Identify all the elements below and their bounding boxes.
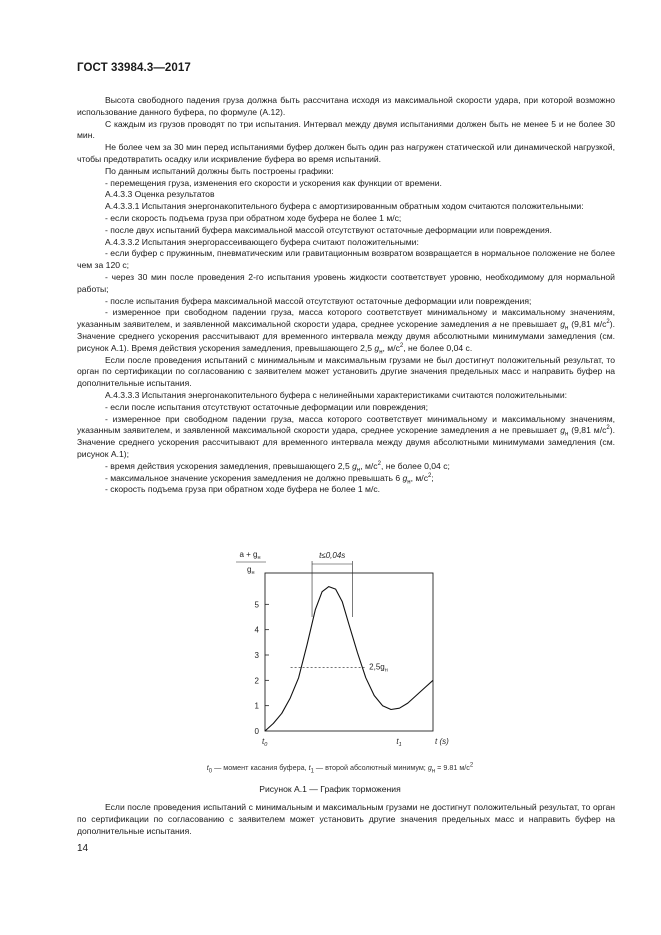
section-heading: А.4.3.3 Оценка результатов [105, 189, 215, 200]
y-tick-label: 2 [254, 676, 259, 686]
figure-note: $t_0$ — момент касания буфера, $t_1$ — второй абсолютный минимум; $g_н = 9.81$ $м/с^2$ [206, 762, 474, 775]
threshold-label: $2,5g_н$ [369, 662, 388, 674]
paragraph: Не более чем за 30 мин перед испытаниями буфер должен быть один раз нагружен статической или динамической нагрузкой, чтобы предотвратить осадку или искривление буфера во время испытаний. [77, 142, 615, 164]
paragraph: По данным испытаний должны быть построены графики: [105, 165, 334, 176]
paragraph: Если после проведения испытаний с минимальным и максимальным грузами не достигнут положительный результат, то орган по сертификации по согласованию с заявителем может установить другие значения предельных масс и направить буфер на дополнительные испытания. [77, 802, 615, 836]
paragraph-max: - максимальное значение ускорения замедления не должно превышать 6 $g_н$, $м/с^2$; [105, 472, 434, 486]
final-section [77, 802, 615, 837]
paragraph: - через 30 мин после проведения 2-го испытания уровень жидкости соответствует уровню, необходимому для нормальной работы; [77, 271, 615, 294]
deceleration-chart [170, 543, 470, 793]
y-tick-label: 3 [254, 651, 259, 660]
paragraph: - после двух испытаний буфера максимальной массой отсутствуют остаточные деформации или повреждения. [105, 224, 552, 235]
paragraph: С каждым из грузов проводят по три испытания. Интервал между двумя испытаниями должен быть не менее 5 и не более 30 мин. [77, 118, 615, 141]
y-axis-label-numerator: $a + g_н$ [239, 550, 261, 561]
paragraph: - если буфер с пружинным, пневматическим или гравитационным возвратом возвращается в нормальное положение не более чем за 120 с; [77, 248, 615, 271]
y-tick-label: 1 [254, 701, 259, 711]
paragraph: - если после испытания отсутствуют остаточные деформации или повреждения; [105, 401, 429, 412]
y-tick-label: 0 [254, 727, 259, 736]
y-tick-label: 5 [254, 600, 259, 610]
paragraph: А.4.3.3.3 Испытания энергонакопительного буфера с нелинейными характеристиками считаются положительными: [105, 389, 568, 400]
figure-caption: Рисунок А.1 — График торможения [259, 784, 401, 794]
paragraph: - перемещения груза, изменения его скорости и ускорения как функции от времени. [105, 177, 442, 188]
paragraph: А.4.3.3.2 Испытания энергорассеивающего буфера считают положительными: [105, 236, 419, 247]
paragraph: Если после проведения испытаний с минимальным и максимальным грузами не был достигнут положительный результат, то орган по сертификации по согласованию с заявителем может установить другие значения предельных масс и направить буфер на дополнительные испытания. [77, 354, 615, 389]
paragraph-measured-1: - измеренное при свободном падении груза, масса которого соответствует минимальному и максимальному значениям, указанным заявителем, и заявленной максимальной скорости удара, среднее ускорение замедления a не превышает $g_н$ (9,81 $м/с^2$). Значение среднего ускорения рассчитывают для временного интервала между двумя абсолютными минимумами замедления (см. рисунок А.1). Время действия ускорения замедления, превышающего 2,5 $g_н$, $м/с^2$, не более 0,04 с. [77, 307, 615, 356]
x-tick-label: $t_1$ [396, 737, 402, 748]
chart-svg [170, 543, 470, 763]
x-axis-label: t (s) [435, 737, 449, 746]
paragraph: Высота свободного падения груза должна быть рассчитана исходя из максимальной скорости удара, при которой возможно использование данного буфера, по формуле (А.12). [77, 95, 615, 117]
paragraph: - скорость подъема груза при обратном ходе буфера не более 1 м/с. [105, 484, 381, 495]
plot-frame [265, 573, 433, 731]
x-tick-label: $t_0$ [262, 737, 268, 748]
series-line [265, 587, 433, 731]
y-tick-label: 4 [254, 625, 259, 635]
paragraph: - после испытания буфера максимальной массой отсутствуют остаточные деформации или повреждения; [105, 295, 532, 306]
document-header: ГОСТ 33984.3—2017 [77, 62, 191, 74]
paragraph: - если скорость подъема груза при обратном ходе буфера не более 1 м/с; [105, 212, 402, 223]
document-body [77, 95, 615, 496]
interval-label: t≤0,04s [319, 551, 346, 560]
paragraph-time: - время действия ускорения замедления, превышающего 2,5 $g_н$, $м/с^2$, не более 0,04 с; [105, 460, 450, 474]
y-axis-label-denominator: $g_н$ [247, 565, 255, 576]
paragraph-measured-2: - измеренное при свободном падении груза, масса которого соответствует минимальному и максимальному значениям, указанным заявителем, и заявленной максимальной скорости удара, среднее ускорение замедления a не превышает $g_н$ (9,81 $м/с^2$). Значение среднего ускорения рассчитывают для временного интервала между двумя абсолютными минимумами замедления (см. рисунок А.1); [77, 413, 615, 459]
paragraph: А.4.3.3.1 Испытания энергонакопительного буфера с амортизированным обратным ходом считаются положительными: [105, 201, 584, 212]
page-number: 14 [77, 843, 89, 854]
